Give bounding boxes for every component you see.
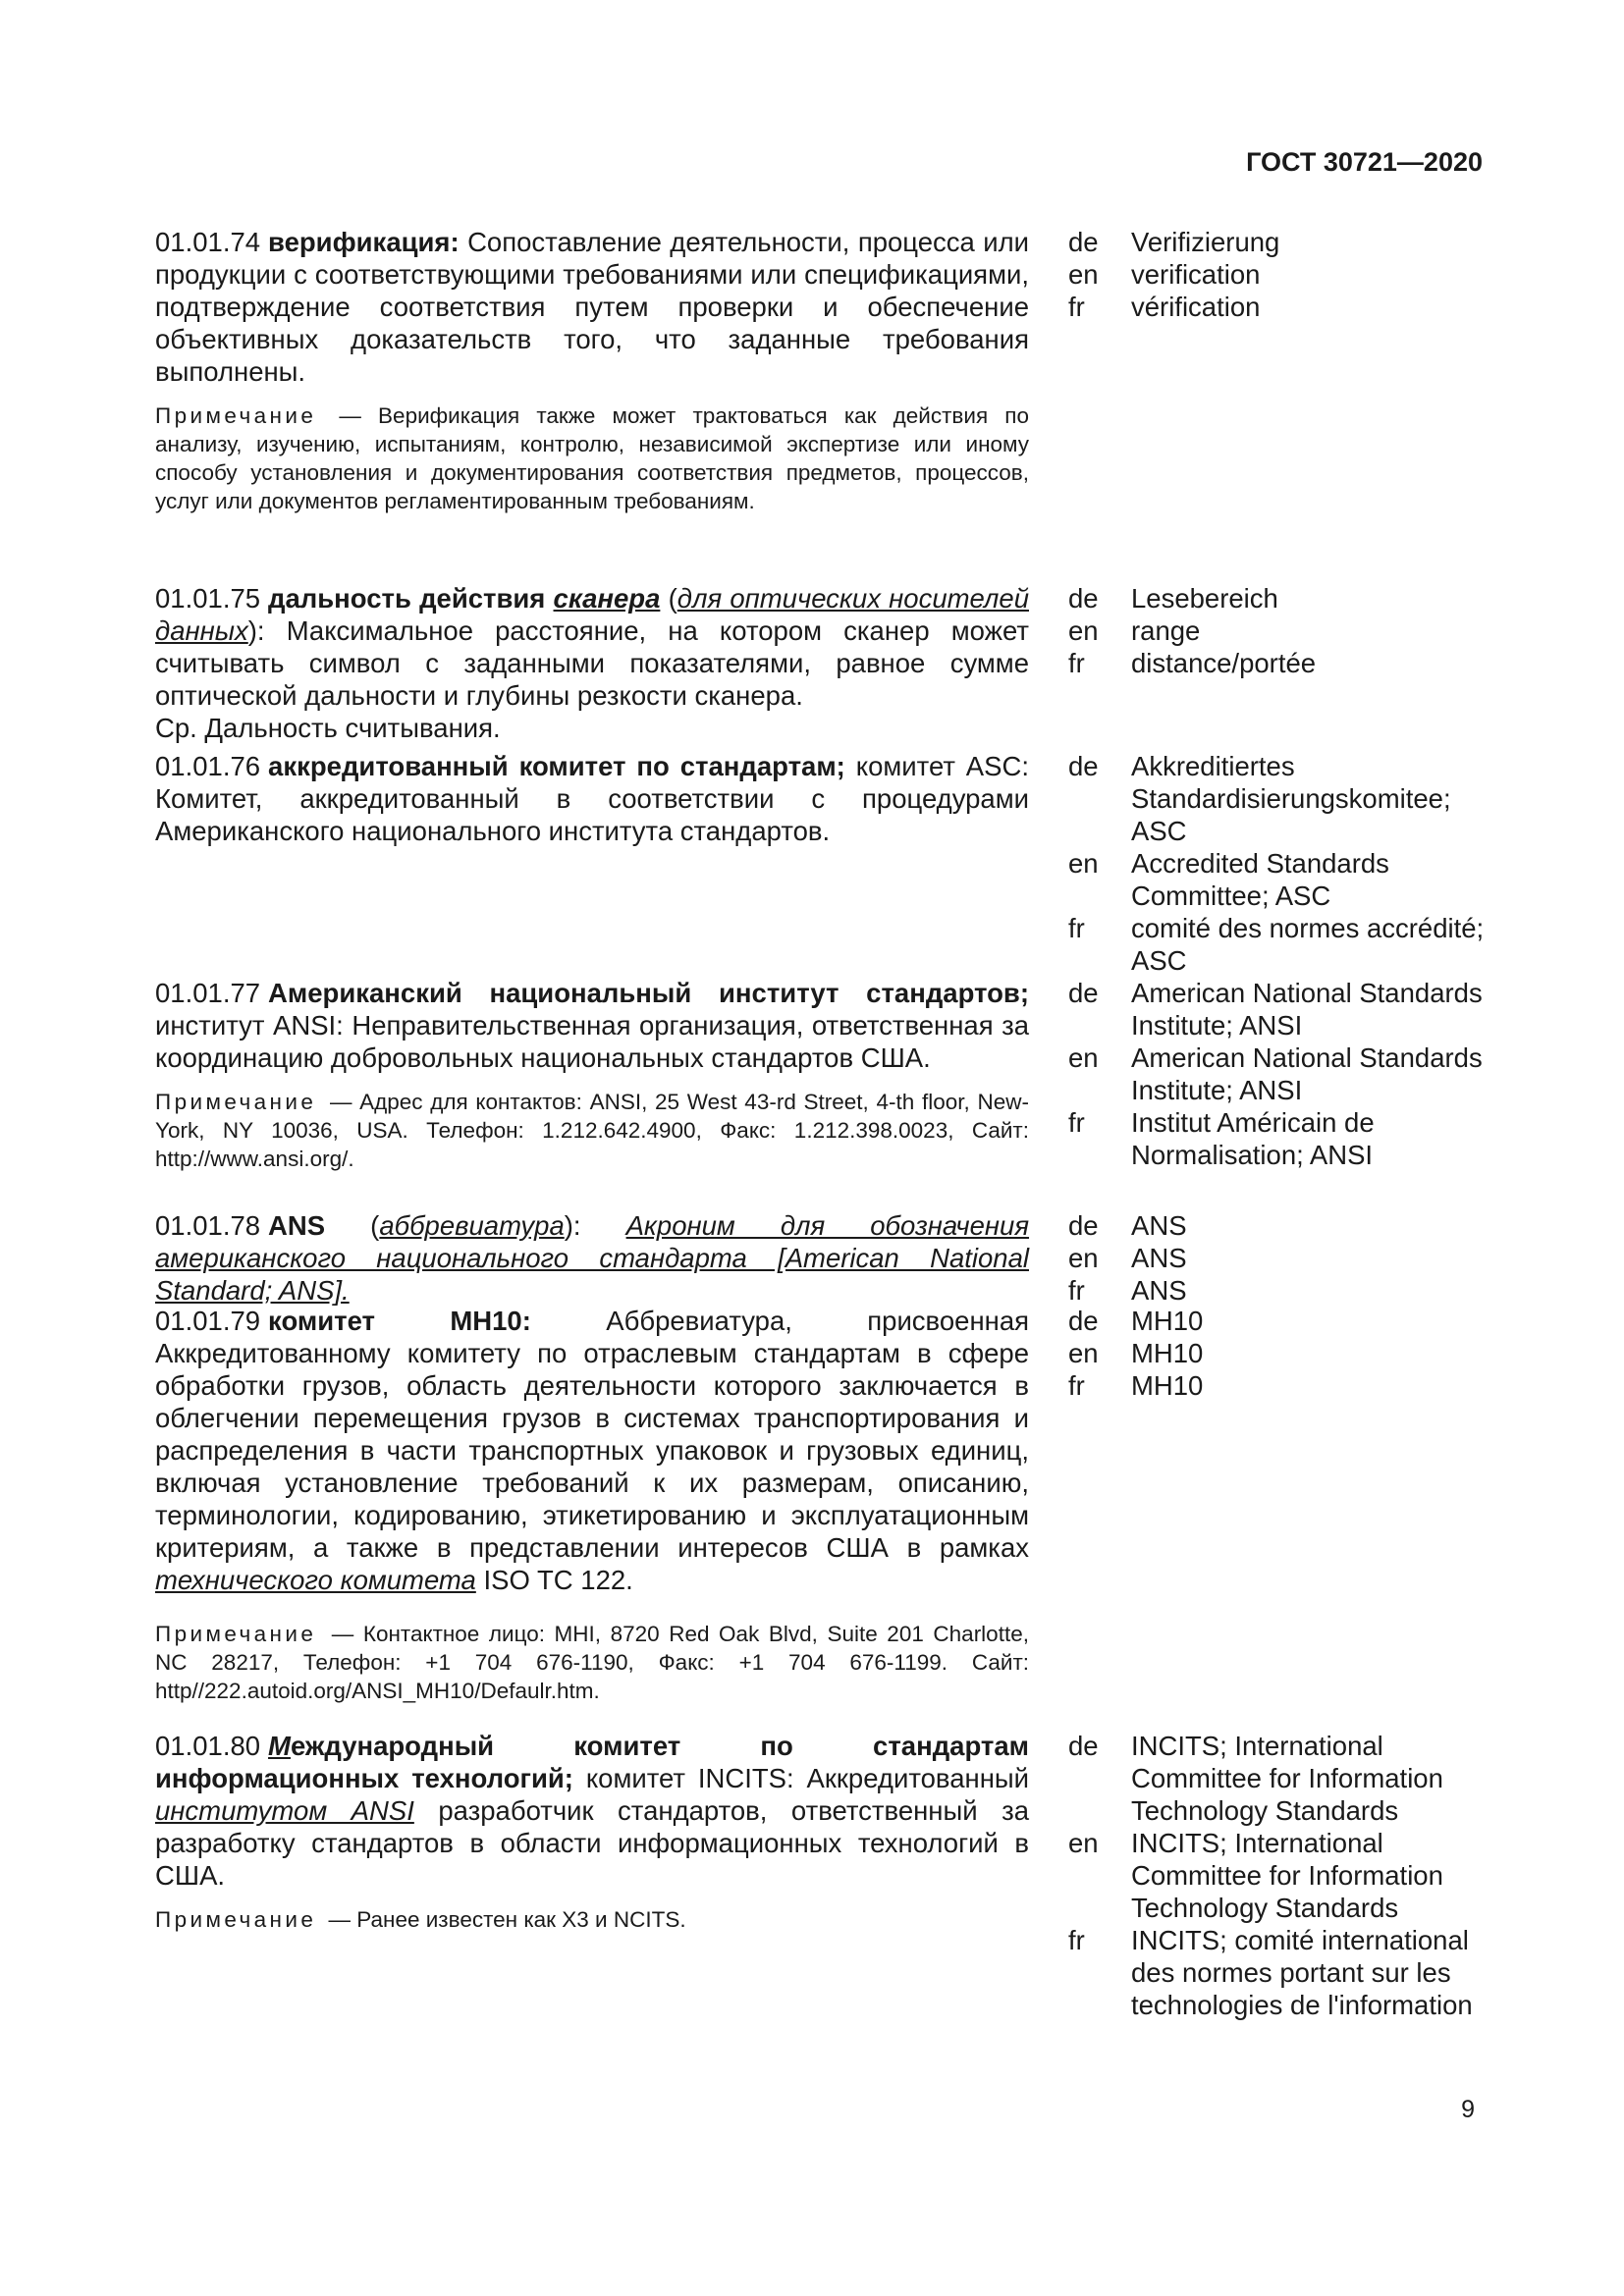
term-definition: Аббревиатура, присвоенная Аккредитованному комитету по отраслевым стандартам в сфере обработки грузов, область деятельности которого заключается в облегчении перемещения грузов в системах транспортирования и распределения в части транспортных упаковок и грузовых единиц, включая установление требований к их размерам, описанию, терминологии, кодированию, этикетированию и эксплуатационным критериям, а также в представлении интересов США в рамках (155, 1306, 1029, 1563)
term-definition-block (155, 750, 1029, 847)
equivalent-row (1068, 1730, 1490, 1827)
term-definition-block (155, 226, 1029, 515)
language-code: fr (1068, 648, 1085, 678)
equivalent-row (1068, 1209, 1490, 1242)
note-dash: — (331, 1622, 354, 1646)
language-code: de (1068, 227, 1099, 257)
language-code: en (1068, 615, 1099, 646)
term-definition-block (155, 1730, 1029, 1934)
paren-open: ( (370, 1210, 380, 1241)
term-name: дальность действия (268, 583, 546, 614)
term-link[interactable]: технического комитета (155, 1565, 476, 1595)
equivalent-row (1068, 614, 1490, 647)
term-name: еждународный комитет по стандартам информационных технологий; (155, 1731, 1029, 1793)
language-code: en (1068, 1828, 1099, 1858)
equivalent-term: MH10 (1131, 1306, 1204, 1336)
term-synonym: институт ANSI: (155, 1010, 344, 1041)
note-text: Адрес для контактов: ANSI, 25 West 43-rd Street, 4-th floor, New-York, NY 10036, USA. Телефон: 1.212.642.4900, Факс: 1.212.398.0023, Сайт: http://www.ansi.org/. (155, 1090, 1029, 1171)
language-code: fr (1068, 1275, 1085, 1306)
equivalent-term: verification (1131, 259, 1261, 290)
language-code: de (1068, 1731, 1099, 1761)
term-note (155, 1620, 1029, 1705)
equivalent-term: INCITS; International Committee for Information Technology Standards (1131, 1731, 1443, 1826)
term-code: 01.01.74 (155, 227, 261, 257)
equivalent-term: Institut Américain de Normalisation; ANSI (1131, 1107, 1375, 1170)
term-code: 01.01.76 (155, 751, 261, 781)
term-definition-tail: ISO TC 122. (483, 1565, 633, 1595)
term-domain: для оптических носителей данных (155, 583, 1029, 646)
equivalent-term: Akkreditiertes Standardisierungskomitee; ASC (1131, 751, 1451, 846)
cross-reference: Ср. Дальность считывания. (155, 713, 501, 743)
equivalent-row (1068, 1274, 1490, 1307)
term-note (155, 401, 1029, 515)
equivalent-term: INCITS; comité international des normes portant sur les technologies de l'information (1131, 1925, 1473, 2020)
equivalent-term: vérification (1131, 292, 1261, 322)
note-text: Контактное лицо: MHI, 8720 Red Oak Blvd, Suite 201 Charlotte, NC 28217, Телефон: +1 704 676-1190, Факс: +1 704 676-1199. Сайт: http//222.autoid.org/ANSI_MH10/Defaulr.htm. (155, 1622, 1029, 1703)
term-definition: Сопоставление деятельности, процесса или продукции с соответствующими требованиями или спецификациями, подтверждение соответствия путем проверки и обеспечение объективных доказательств того, что заданные требования выполнены. (155, 227, 1030, 387)
language-code: en (1068, 1042, 1099, 1073)
equivalent-term: ANS (1131, 1243, 1187, 1273)
term-name: ANS (268, 1210, 326, 1241)
language-code: fr (1068, 292, 1085, 322)
language-code: de (1068, 978, 1099, 1008)
term-definition: Максимальное расстояние, на котором сканер может считывать символ с заданными показателями, равное сумме оптической дальности и глубины резкости сканера. (155, 615, 1029, 711)
term-name: Американский национальный институт стандартов; (268, 978, 1029, 1008)
term-link[interactable]: сканера (553, 583, 661, 614)
foreign-equivalents (1068, 1730, 1490, 2021)
paren-close: ): (247, 615, 265, 646)
equivalent-term: Verifizierung (1131, 227, 1280, 257)
equivalent-row (1068, 1337, 1490, 1369)
equivalent-row (1068, 258, 1490, 291)
term-definition-block (155, 582, 1029, 744)
paren-close: ): (564, 1210, 581, 1241)
equivalent-row (1068, 1827, 1490, 1924)
equivalent-row (1068, 647, 1490, 679)
term-synonym: комитет ASC: (855, 751, 1029, 781)
term-link[interactable]: институтом ANSI (155, 1795, 414, 1826)
note-label: Примечание (155, 1622, 317, 1646)
equivalent-row (1068, 582, 1490, 614)
equivalent-row (1068, 750, 1490, 847)
term-definition: Комитет, аккредитованный в соответствии с процедурами Американского национального института стандартов. (155, 783, 1029, 846)
foreign-equivalents (1068, 1305, 1490, 1402)
note-label: Примечание (155, 403, 317, 428)
equivalent-term: ANS (1131, 1210, 1187, 1241)
equivalent-term: American National Standards Institute; ANSI (1131, 978, 1483, 1041)
equivalent-row (1068, 977, 1490, 1041)
note-dash: — (339, 403, 361, 428)
document-id-header: ГОСТ 30721—2020 (1246, 147, 1483, 177)
term-code: 01.01.78 (155, 1210, 261, 1241)
page-number: 9 (1461, 2096, 1475, 2123)
foreign-equivalents (1068, 226, 1490, 323)
equivalent-term: range (1131, 615, 1201, 646)
equivalent-row (1068, 1369, 1490, 1402)
foreign-equivalents (1068, 582, 1490, 679)
equivalent-row (1068, 1242, 1490, 1274)
equivalent-term: Accredited Standards Committee; ASC (1131, 848, 1389, 911)
equivalent-term: MH10 (1131, 1370, 1204, 1401)
equivalent-row (1068, 1041, 1490, 1106)
term-definition-head: Аккредитованный (806, 1763, 1030, 1793)
note-dash: — (329, 1090, 352, 1114)
term-code: 01.01.77 (155, 978, 261, 1008)
equivalent-row (1068, 291, 1490, 323)
foreign-equivalents (1068, 1209, 1490, 1307)
foreign-equivalents (1068, 750, 1490, 977)
note-text: Верификация также может трактоваться как действия по анализу, изучению, испытаниям, контролю, независимой экспертизе или иному способу установления и документирования соответствия предметов, процессов, услуг или документов регламентированным требованиям. (155, 403, 1029, 513)
term-note (155, 1088, 1029, 1173)
term-synonym: комитет INCITS: (585, 1763, 794, 1793)
language-code: fr (1068, 913, 1085, 943)
term-name: комитет МН10: (268, 1306, 531, 1336)
term-definition-block (155, 1305, 1029, 1705)
note-text: Ранее известен как X3 и NCITS. (356, 1907, 686, 1932)
equivalent-row (1068, 1106, 1490, 1171)
language-code: en (1068, 848, 1099, 879)
language-code: en (1068, 259, 1099, 290)
term-code: 01.01.75 (155, 583, 261, 614)
note-label: Примечание (155, 1907, 317, 1932)
language-code: de (1068, 1210, 1099, 1241)
equivalent-term: distance/portée (1131, 648, 1317, 678)
paren-open: ( (668, 583, 677, 614)
equivalent-term: MH10 (1131, 1338, 1204, 1368)
note-dash: — (328, 1907, 351, 1932)
equivalent-row (1068, 847, 1490, 912)
language-code: de (1068, 583, 1099, 614)
term-definition: Акроним для обозначения американского национального стандарта [American National Standard; ANS]. (155, 1210, 1030, 1306)
equivalent-row (1068, 1305, 1490, 1337)
language-code: fr (1068, 1925, 1085, 1955)
term-initial-link[interactable]: М (268, 1731, 291, 1761)
term-definition-block (155, 1209, 1029, 1307)
language-code: fr (1068, 1370, 1085, 1401)
language-code: de (1068, 1306, 1099, 1336)
term-name: аккредитованный комитет по стандартам; (268, 751, 845, 781)
equivalent-term: comité des normes accrédité; ASC (1131, 913, 1485, 976)
term-domain: аббревиатура (379, 1210, 565, 1241)
term-code: 01.01.80 (155, 1731, 261, 1761)
language-code: en (1068, 1243, 1099, 1273)
term-definition: Неправительственная организация, ответственная за координацию добровольных национальных стандартов США. (155, 1010, 1030, 1073)
term-note (155, 1905, 1029, 1934)
equivalent-row (1068, 1924, 1490, 2021)
term-name: верификация: (268, 227, 460, 257)
language-code: en (1068, 1338, 1099, 1368)
equivalent-row (1068, 226, 1490, 258)
equivalent-row (1068, 912, 1490, 977)
equivalent-term: INCITS; International Committee for Information Technology Standards (1131, 1828, 1443, 1923)
term-definition-block (155, 977, 1029, 1173)
language-code: fr (1068, 1107, 1085, 1138)
foreign-equivalents (1068, 977, 1490, 1171)
equivalent-term: American National Standards Institute; ANSI (1131, 1042, 1483, 1105)
note-label: Примечание (155, 1090, 317, 1114)
equivalent-term: ANS (1131, 1275, 1187, 1306)
language-code: de (1068, 751, 1099, 781)
term-code: 01.01.79 (155, 1306, 261, 1336)
term-definition: разработчик стандартов, ответственный за разработку стандартов в области информационных технологий в США. (155, 1795, 1029, 1891)
equivalent-term: Lesebereich (1131, 583, 1278, 614)
